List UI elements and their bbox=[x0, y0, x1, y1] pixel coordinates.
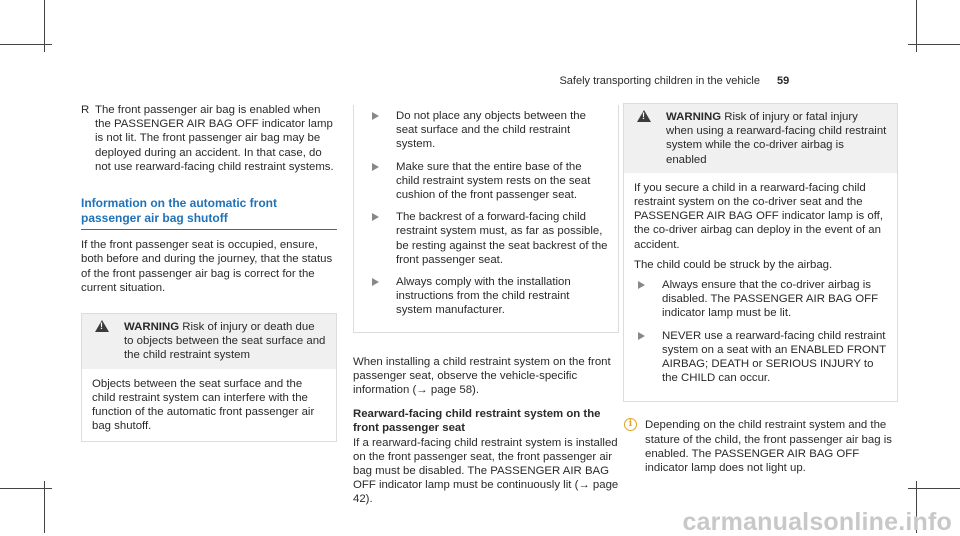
column-middle bbox=[353, 105, 619, 513]
bullet-item bbox=[81, 103, 337, 174]
arrow-right-icon bbox=[638, 332, 645, 340]
paragraph: When installing a child restraint system on the front passenger seat, observe the vehicle-specific information (→ page 58). bbox=[353, 355, 611, 397]
warning-header bbox=[624, 104, 897, 173]
instruction-step: NEVER use a rearward-facing child restraint system on a seat with an ENABLED FRONT AIRBAG; DEATH or SERIOUS INJURY to the CHILD can occur. bbox=[634, 329, 887, 386]
section-title: Information on the automatic front passenger air bag shutoff bbox=[81, 196, 337, 230]
instruction-box bbox=[353, 105, 619, 333]
warning-triangle-icon bbox=[637, 110, 651, 122]
sub-heading: Rearward-facing child restraint system on the front passenger seat bbox=[353, 408, 601, 435]
instruction-step: Make sure that the entire base of the child restraint system rests on the seat cushion of the front passenger seat. bbox=[368, 160, 608, 203]
warning-text: Risk of injury or fatal injury when using a rearward-facing child restraint system while the co-driver airbag is enabled bbox=[666, 111, 887, 166]
bullet-marker: R bbox=[81, 104, 90, 116]
warning-body bbox=[624, 173, 897, 402]
instruction-step: Always ensure that the co-driver airbag is disabled. The PASSENGER AIR BAG OFF indicator lamp must be lit. bbox=[634, 278, 887, 321]
paragraph: If a rearward-facing child restraint system is installed on the front passenger seat, the front passenger air bag must be disabled. The PASSENGER AIR BAG OFF indicator lamp must be continuously lit (→ page 42). bbox=[353, 436, 619, 506]
instruction-step: Do not place any objects between the seat surface and the child restraint system. bbox=[368, 109, 608, 152]
warning-paragraph: The child could be struck by the airbag. bbox=[634, 258, 833, 271]
column-right bbox=[623, 103, 898, 475]
crop-mark bbox=[916, 0, 917, 52]
arrow-right-icon bbox=[372, 278, 379, 286]
arrow-right-icon bbox=[372, 213, 379, 221]
arrow-right-icon bbox=[372, 112, 379, 120]
warning-box bbox=[81, 313, 337, 442]
warning-box bbox=[623, 103, 898, 402]
info-note bbox=[623, 418, 898, 475]
instruction-step: Always comply with the installation instructions from the child restraint system manufacturer. bbox=[368, 275, 608, 318]
crop-mark bbox=[44, 481, 45, 533]
column-left bbox=[81, 103, 337, 442]
page-number: 59 bbox=[777, 75, 790, 87]
watermark: carmanualsonline.info bbox=[682, 507, 952, 536]
warning-header bbox=[82, 314, 336, 369]
arrow-right-icon bbox=[372, 163, 379, 171]
running-header: Safely transporting children in the vehicle bbox=[559, 75, 760, 87]
warning-title: WARNING bbox=[666, 111, 722, 123]
section-paragraph: If the front passenger seat is occupied, ensure, both before and during the journey, that the status of the front passenger air bag is correct for the current situation. bbox=[81, 239, 333, 294]
info-icon: i bbox=[624, 418, 637, 431]
warning-paragraph: If you secure a child in a rearward-facing child restraint system on the co-driver seat and the PASSENGER AIR BAG OFF indicator lamp is off, the co-driver airbag can deploy in the event of an accident. bbox=[634, 181, 883, 251]
warning-text: Risk of injury or death due to objects between the seat surface and the child restraint system bbox=[124, 321, 326, 362]
info-note-text: Depending on the child restraint system and the stature of the child, the front passenger air bag is enabled. The PASSENGER AIR BAG OFF indicator lamp does not light up. bbox=[645, 419, 892, 475]
instruction-step: The backrest of a forward-facing child restraint system must, as far as possible, be resting against the seat backrest of the front passenger seat. bbox=[368, 210, 608, 267]
bullet-text: The front passenger air bag is enabled when the PASSENGER AIR BAG OFF indicator lamp is not lit. The front passenger air bag may be deployed during an accident. In that case, do not use rearward-facing child restraint systems. bbox=[95, 104, 334, 173]
warning-triangle-icon bbox=[95, 320, 109, 332]
warning-title: WARNING bbox=[124, 321, 180, 334]
arrow-right-icon bbox=[638, 281, 645, 289]
warning-body: Objects between the seat surface and the child restraint system can interfere with the function of the automatic front passenger air bag shutoff. bbox=[92, 377, 315, 433]
crop-mark bbox=[44, 0, 45, 52]
